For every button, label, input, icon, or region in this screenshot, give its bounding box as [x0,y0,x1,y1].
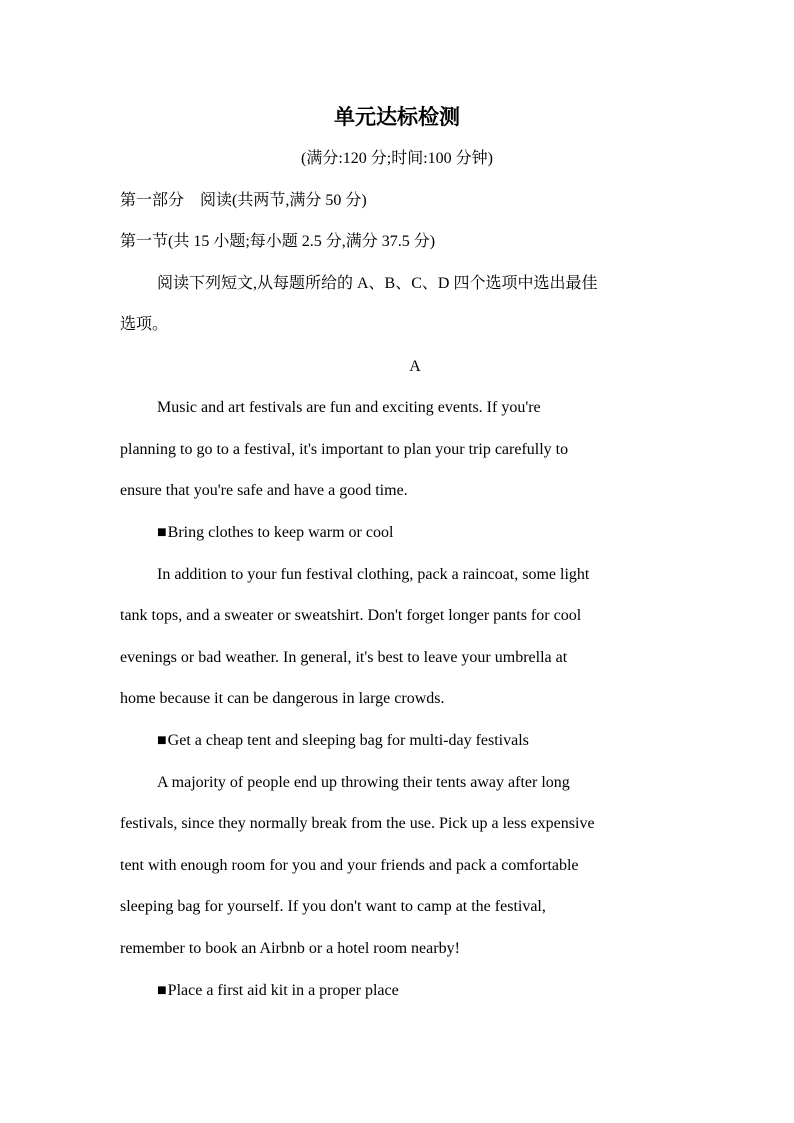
exam-meta: (满分:120 分;时间:100 分钟) [301,150,493,167]
passage-intro-line: Music and art festivals are fun and exciting events. If you're [157,399,541,416]
instruction-line-1: 阅读下列短文,从每题所给的 A、B、C、D 四个选项中选出最佳 [157,275,598,292]
instruction-line-2: 选项。 [120,316,169,333]
tip-heading-text: Place a first aid kit in a proper place [167,982,399,999]
tip-line: remember to book an Airbnb or a hotel room nearby! [120,940,460,957]
tip-line: evenings or bad weather. In general, it's best to leave your umbrella at [120,649,568,666]
tip-heading-text: Bring clothes to keep warm or cool [167,524,394,541]
bullet-square: ■ [157,982,167,999]
tip-heading [157,731,529,751]
tip-heading [157,523,393,543]
bullet-square: ■ [157,524,167,541]
passage-intro-line: planning to go to a festival, it's important to plan your trip carefully to [120,441,569,458]
tip-line: sleeping bag for yourself. If you don't want to camp at the festival, [120,898,546,915]
tip-heading-text: Get a cheap tent and sleeping bag for multi-day festivals [167,732,529,749]
page-title: 单元达标检测 [334,105,460,129]
bullet-square: ■ [157,732,167,749]
tip-line: tank tops, and a sweater or sweatshirt. Don't forget longer pants for cool [120,607,582,624]
tip-heading [157,981,399,1001]
tip-line: home because it can be dangerous in large crowds. [120,690,445,707]
tip-line: festivals, since they normally break from the use. Pick up a less expensive [120,815,595,832]
tip-line: tent with enough room for you and your friends and pack a comfortable [120,857,579,874]
section-heading: 第一节(共 15 小题;每小题 2.5 分,满分 37.5 分) [120,233,436,250]
tip-line: A majority of people end up throwing their tents away after long [157,774,570,791]
passage-intro-line: ensure that you're safe and have a good time. [120,482,408,499]
passage-label: A [409,358,421,375]
tip-line: In addition to your fun festival clothing, pack a raincoat, some light [157,566,590,583]
part-heading: 第一部分 阅读(共两节,满分 50 分) [120,192,367,209]
